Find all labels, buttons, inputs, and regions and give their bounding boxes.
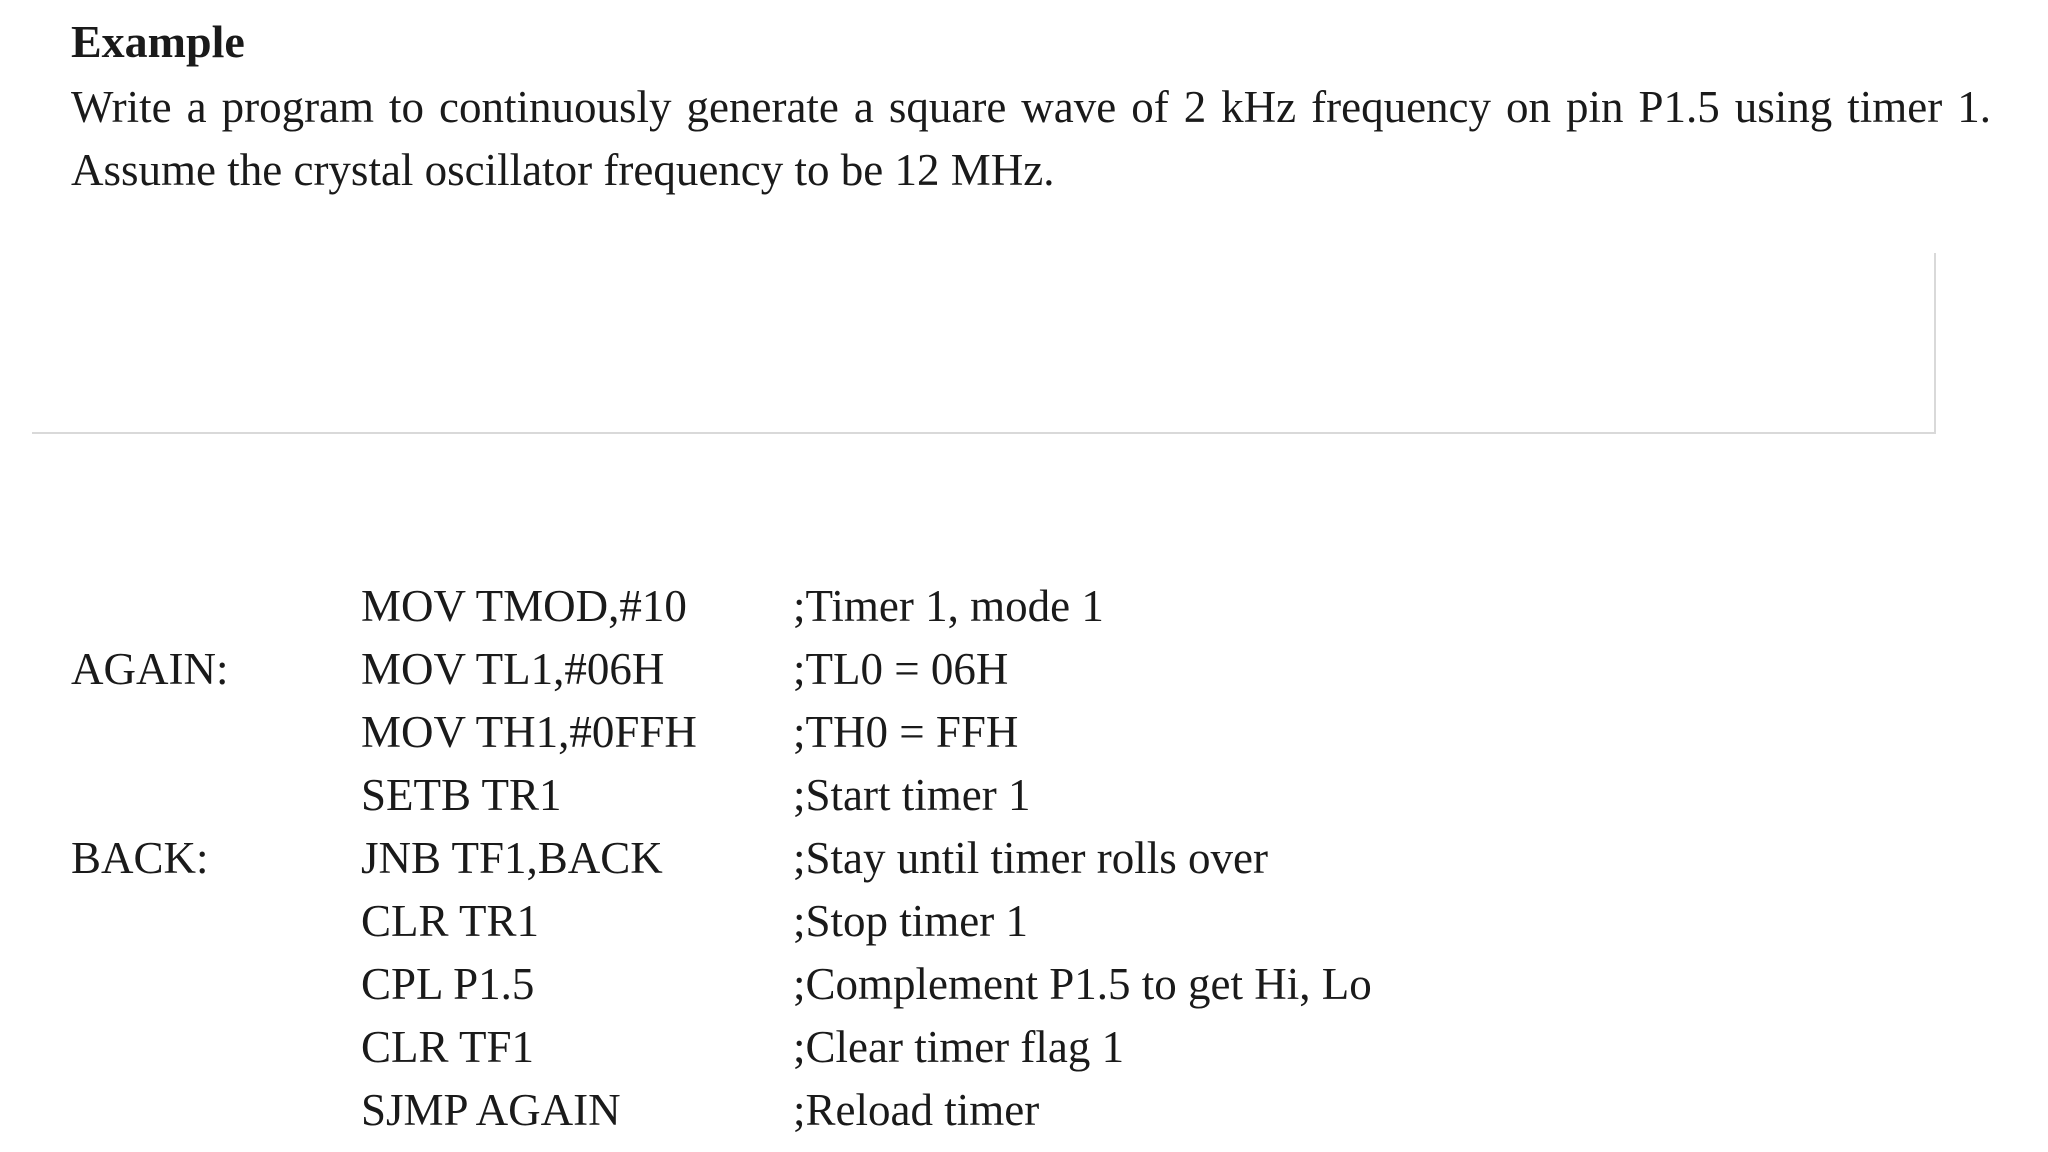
- code-label: AGAIN:: [71, 644, 229, 694]
- code-instruction: SJMP AGAIN: [361, 1085, 621, 1135]
- code-comment: ;Reload timer: [793, 1085, 1040, 1135]
- code-instruction: MOV TMOD,#10: [361, 581, 687, 631]
- code-comment: ;Start timer 1: [793, 770, 1031, 820]
- code-comment: ;TH0 = FFH: [793, 707, 1019, 757]
- example-heading: Example: [71, 16, 245, 67]
- code-instruction: CLR TF1: [361, 1022, 534, 1072]
- problem-statement: Write a program to continuously generate a square wave of 2 kHz frequency on pin P1.5 using timer 1. Assume the crystal oscillator frequency to be 12 MHz.: [71, 82, 1991, 195]
- code-comment: ;TL0 = 06H: [793, 644, 1009, 694]
- code-comment: ;Complement P1.5 to get Hi, Lo: [793, 959, 1372, 1009]
- code-instruction: SETB TR1: [361, 770, 562, 820]
- code-instruction: MOV TL1,#06H: [361, 644, 665, 694]
- code-comment: ;Timer 1, mode 1: [793, 581, 1104, 631]
- code-instruction: MOV TH1,#0FFH: [361, 707, 697, 757]
- code-instruction: CPL P1.5: [361, 959, 535, 1009]
- code-instruction: JNB TF1,BACK: [361, 833, 663, 883]
- code-comment: ;Stop timer 1: [793, 896, 1028, 946]
- code-instruction: CLR TR1: [361, 896, 539, 946]
- code-label: BACK:: [71, 833, 209, 883]
- empty-figure-frame: [32, 253, 1936, 434]
- code-comment: ;Stay until timer rolls over: [793, 833, 1268, 883]
- code-comment: ;Clear timer flag 1: [793, 1022, 1125, 1072]
